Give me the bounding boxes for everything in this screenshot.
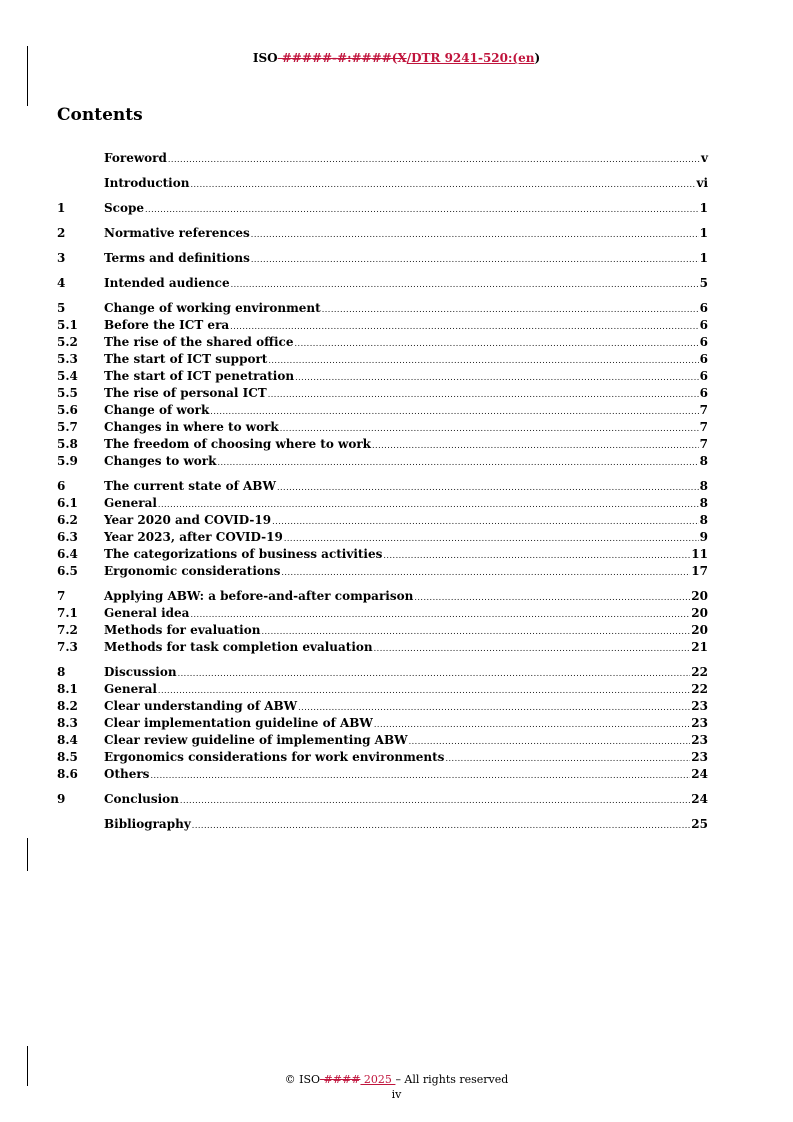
toc-entry-page: 7 [699,403,708,417]
toc-entry-page: 25 [691,817,708,831]
toc-entry-page: 24 [691,792,708,806]
toc-entry-page: 23 [691,733,708,747]
toc-entry[interactable] [57,250,708,267]
toc-entry-title: Discussion [104,665,177,679]
toc-entry[interactable] [57,478,708,495]
toc-dot-leader [280,420,699,437]
toc-entry[interactable] [57,200,708,217]
toc-entry-page: 6 [699,369,708,383]
toc-entry-page: 8 [699,513,708,527]
toc-entry-page: 5 [699,276,708,290]
toc-entry[interactable] [57,816,708,833]
page-number: iv [391,1088,402,1101]
toc-dot-leader [192,817,691,834]
toc-dot-leader [230,318,698,335]
toc-entry-page: v [701,151,708,165]
toc-dot-leader [190,176,695,193]
toc-entry-title: Year 2020 and COVID-19 [104,513,272,527]
header-prefix: ISO [252,51,278,65]
toc-entry-number: 5.2 [57,335,78,349]
toc-entry-page: 8 [699,479,708,493]
toc-entry-number: 5 [57,301,66,315]
toc-entry-title: The categorizations of business activities [104,547,383,561]
toc-entry[interactable] [57,385,708,402]
toc-entry-number: 8.2 [57,699,78,713]
toc-entry[interactable] [57,368,708,385]
toc-entry[interactable] [57,749,708,766]
toc-entry[interactable] [57,664,708,681]
toc-entry-number: 5.3 [57,352,78,366]
toc-entry-number: 6.4 [57,547,78,561]
toc-entry-page: 6 [699,301,708,315]
toc-entry-title: General idea [104,606,190,620]
toc-entry-page: 1 [699,201,708,215]
toc-dot-leader [277,479,699,496]
toc-entry[interactable] [57,150,708,167]
toc-entry-number: 7.2 [57,623,78,637]
toc-entry-number: 8.6 [57,767,78,781]
toc-entry[interactable] [57,334,708,351]
toc-entry-page: 23 [691,716,708,730]
toc-dot-leader [145,201,699,218]
toc-entry[interactable] [57,402,708,419]
footer-inserted-text: 2025 [360,1073,396,1086]
toc-entry[interactable] [57,791,708,808]
toc-entry-page: 9 [699,530,708,544]
toc-dot-leader [294,335,698,352]
toc-entry[interactable] [57,698,708,715]
toc-entry-page: 8 [699,454,708,468]
toc-entry-title: Methods for evaluation [104,623,261,637]
toc-entry-number: 8.3 [57,716,78,730]
toc-entry-title: Applying ABW: a before-and-after comparison [104,589,414,603]
document-footer [0,1072,793,1102]
toc-entry-title: Change of work [104,403,210,417]
toc-entry-title: Ergonomic considerations [104,564,281,578]
toc-entry-title: Conclusion [104,792,179,806]
toc-entry-page: vi [696,176,708,190]
toc-entry-page: 6 [699,352,708,366]
toc-entry-title: Year 2023, after COVID-19 [104,530,283,544]
toc-entry-title: Intended audience [104,276,230,290]
toc-entry-title: Clear understanding of ABW [104,699,298,713]
toc-entry-page: 23 [691,699,708,713]
footer-deleted-text: #### [320,1073,361,1086]
toc-entry[interactable] [57,605,708,622]
toc-dot-leader [210,403,698,420]
toc-entry-number: 1 [57,201,66,215]
toc-dot-leader [295,369,699,386]
toc-entry[interactable] [57,512,708,529]
toc-entry-number: 6.3 [57,530,78,544]
toc-entry-page: 20 [691,589,708,603]
table-of-contents [57,150,708,833]
toc-dot-leader [190,606,690,623]
toc-entry[interactable] [57,495,708,512]
toc-entry-page: 8 [699,496,708,510]
toc-entry[interactable] [57,529,708,546]
toc-entry-page: 6 [699,386,708,400]
toc-entry-title: The start of ICT penetration [104,369,295,383]
toc-entry-title: Clear review guideline of implementing ABW [104,733,408,747]
toc-entry-title: General [104,496,157,510]
toc-entry-title: Bibliography [104,817,191,831]
toc-entry-title: Foreword [104,151,167,165]
toc-entry-number: 9 [57,792,66,806]
toc-dot-leader [217,454,698,471]
toc-entry-number: 4 [57,276,66,290]
toc-entry-number: 6 [57,479,66,493]
toc-dot-leader [158,682,690,699]
toc-entry-page: 17 [691,564,708,578]
toc-entry[interactable] [57,588,708,605]
toc-entry-title: The rise of the shared office [104,335,294,349]
toc-dot-leader [414,589,690,606]
toc-entry-title: The freedom of choosing where to work [104,437,371,451]
toc-entry-number: 5.1 [57,318,78,332]
toc-entry-title: The start of ICT support [104,352,268,366]
toc-entry-title: Before the ICT era [104,318,230,332]
toc-entry-number: 5.9 [57,454,78,468]
toc-entry-title: Changes in where to work [104,420,279,434]
toc-entry-page: 1 [699,251,708,265]
toc-entry[interactable] [57,300,708,317]
toc-entry[interactable] [57,546,708,563]
toc-entry[interactable] [57,175,708,192]
toc-entry-title: The current state of ABW [104,479,276,493]
toc-dot-leader [322,301,699,318]
toc-entry-page: 6 [699,318,708,332]
toc-entry-number: 7.3 [57,640,78,654]
toc-dot-leader [158,496,699,513]
toc-entry-number: 3 [57,251,66,265]
toc-entry-page: 24 [691,767,708,781]
toc-entry-number: 2 [57,226,66,240]
header-deleted-text: #####-#:####(X [277,51,407,65]
document-header [0,51,793,65]
toc-entry-title: Clear implementation guideline of ABW [104,716,373,730]
header-suffix: ) [534,51,541,65]
footer-suffix: – All rights reserved [395,1073,509,1086]
toc-entry-page: 21 [691,640,708,654]
toc-dot-leader [180,792,690,809]
page-title: Contents [57,105,143,125]
toc-entry[interactable] [57,681,708,698]
toc-dot-leader [150,767,690,784]
toc-entry[interactable] [57,732,708,749]
toc-dot-leader [268,386,699,403]
toc-dot-leader [251,226,699,243]
toc-entry-number: 6.5 [57,564,78,578]
toc-entry[interactable] [57,622,708,639]
toc-entry-title: Terms and definitions [104,251,250,265]
toc-dot-leader [178,665,691,682]
toc-entry-number: 5.5 [57,386,78,400]
toc-entry-title: General [104,682,157,696]
toc-dot-leader [445,750,690,767]
toc-entry-number: 8 [57,665,66,679]
toc-entry-title: Others [104,767,150,781]
toc-entry[interactable] [57,766,708,783]
toc-entry-title: Changes to work [104,454,217,468]
toc-dot-leader [251,251,699,268]
toc-entry-number: 7 [57,589,66,603]
toc-dot-leader [284,530,699,547]
toc-dot-leader [372,437,699,454]
toc-entry-number: 8.1 [57,682,78,696]
toc-dot-leader [409,733,691,750]
toc-entry-title: Scope [104,201,145,215]
toc-entry-number: 8.4 [57,733,78,747]
toc-entry-page: 6 [699,335,708,349]
toc-entry-title: Change of working environment [104,301,321,315]
footer-prefix: © ISO [284,1073,321,1086]
toc-entry-page: 1 [699,226,708,240]
toc-dot-leader [261,623,690,640]
copyright-line [0,1072,793,1087]
toc-entry-title: Methods for task completion evaluation [104,640,373,654]
header-inserted-text: /DTR 9241-520:(en [406,51,535,65]
toc-entry-number: 5.6 [57,403,78,417]
toc-entry[interactable] [57,419,708,436]
toc-dot-leader [298,699,690,716]
toc-entry[interactable] [57,715,708,732]
toc-entry[interactable] [57,351,708,368]
toc-entry-number: 5.7 [57,420,78,434]
toc-entry[interactable] [57,436,708,453]
toc-dot-leader [383,547,690,564]
toc-entry-title: Normative references [104,226,250,240]
toc-entry[interactable] [57,453,708,470]
toc-dot-leader [168,151,700,168]
toc-dot-leader [272,513,699,530]
toc-entry-page: 22 [691,682,708,696]
toc-dot-leader [281,564,690,581]
toc-entry[interactable] [57,317,708,334]
toc-entry-number: 8.5 [57,750,78,764]
toc-entry-number: 6.2 [57,513,78,527]
toc-entry-page: 20 [691,623,708,637]
toc-entry-number: 5.4 [57,369,78,383]
toc-entry-title: Introduction [104,176,190,190]
toc-entry-page: 11 [691,547,708,561]
toc-entry-title: The rise of personal ICT [104,386,267,400]
toc-entry[interactable] [57,225,708,242]
toc-entry[interactable] [57,639,708,656]
toc-entry-page: 7 [699,437,708,451]
toc-entry[interactable] [57,563,708,580]
toc-entry[interactable] [57,275,708,292]
toc-entry-number: 7.1 [57,606,78,620]
toc-dot-leader [268,352,698,369]
change-bar-middle [27,838,28,871]
toc-entry-title: Ergonomics considerations for work environments [104,750,445,764]
toc-entry-number: 5.8 [57,437,78,451]
toc-dot-leader [374,716,690,733]
toc-dot-leader [231,276,699,293]
toc-entry-page: 7 [699,420,708,434]
toc-entry-page: 20 [691,606,708,620]
toc-entry-page: 23 [691,750,708,764]
toc-dot-leader [374,640,691,657]
toc-entry-page: 22 [691,665,708,679]
toc-entry-number: 6.1 [57,496,78,510]
